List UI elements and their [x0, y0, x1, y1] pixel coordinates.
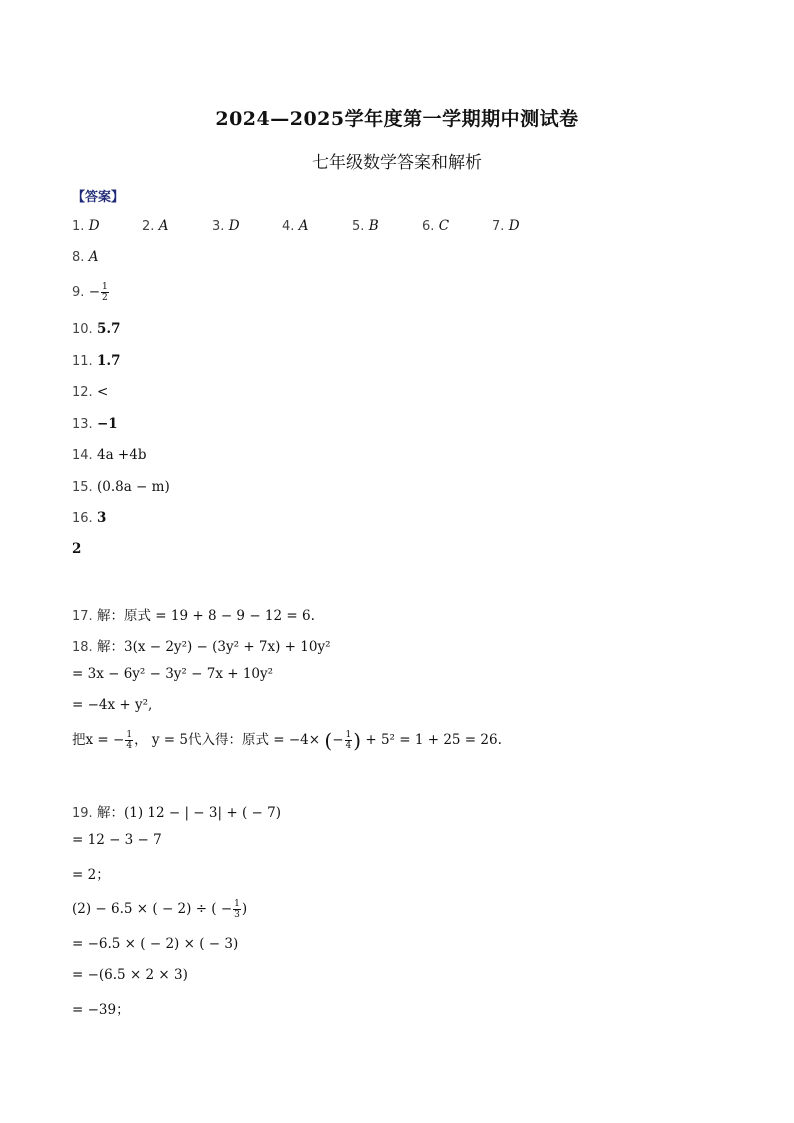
page-subtitle: 七年级数学答案和解析	[312, 153, 482, 173]
answer-8: 8. A	[72, 249, 99, 265]
answer-19-line-4: (2) − 6.5 × ( − 2) ÷ ( − $\frac{1}{3}$ )	[72, 899, 248, 920]
answer-16-second: 2	[72, 541, 82, 557]
answer-19-line-1: 19. 解：(1) 12 − | − 3| + ( − 7)	[72, 805, 281, 821]
mc-answer-2: 2. A	[142, 218, 169, 234]
answer-11: 11. 1.7	[72, 353, 121, 369]
answer-15: 15. (0.8a − m)	[72, 479, 170, 495]
answer-12: 12. <	[72, 384, 109, 400]
answer-19-line-2: = 12 − 3 − 7	[72, 832, 162, 848]
answer-19-line-3: = 2；	[72, 867, 110, 883]
answer-17: 17. 解：原式 = 19 + 8 − 9 − 12 = 6.	[72, 608, 315, 624]
page-title: 2024—2025学年度第一学期期中测试卷	[215, 108, 579, 130]
answer-19-line-7: = −39；	[72, 1002, 130, 1018]
answer-19-line-6: = −(6.5 × 2 × 3)	[72, 967, 188, 983]
mc-answer-7: 7. D	[492, 218, 520, 234]
answer-18-line-2: = 3x − 6y² − 3y² − 7x + 10y²	[72, 666, 274, 682]
mc-answer-6: 6. C	[422, 218, 450, 234]
answer-19-line-5: = −6.5 × ( − 2) × ( − 3)	[72, 936, 239, 952]
mc-answer-3: 3. D	[212, 218, 240, 234]
answer-18-line-1: 18. 解：3(x − 2y²) − (3y² + 7x) + 10y²	[72, 639, 331, 655]
answer-9: 9. − $\frac{1}{2}$	[72, 282, 108, 303]
answer-section-label: 【答案】	[72, 190, 125, 205]
answer-13: 13. −1	[72, 416, 118, 432]
answer-16: 16. 3	[72, 510, 107, 526]
answer-18-line-3: = −4x + y²,	[72, 697, 153, 713]
answer-18-line-4: 把x = − $\frac{1}{4}$ ， y = 5代入得：原式 = −4× (− $\frac{1}{4}$ ) + 5² = 1 + 25 = 26.	[72, 728, 502, 753]
mc-answer-1: 1. D	[72, 218, 100, 234]
answer-10: 10. 5.7	[72, 321, 121, 337]
mc-answer-5: 5. B	[352, 218, 379, 234]
answer-14: 14. 4a +4b	[72, 447, 147, 463]
mc-answer-4: 4. A	[282, 218, 309, 234]
